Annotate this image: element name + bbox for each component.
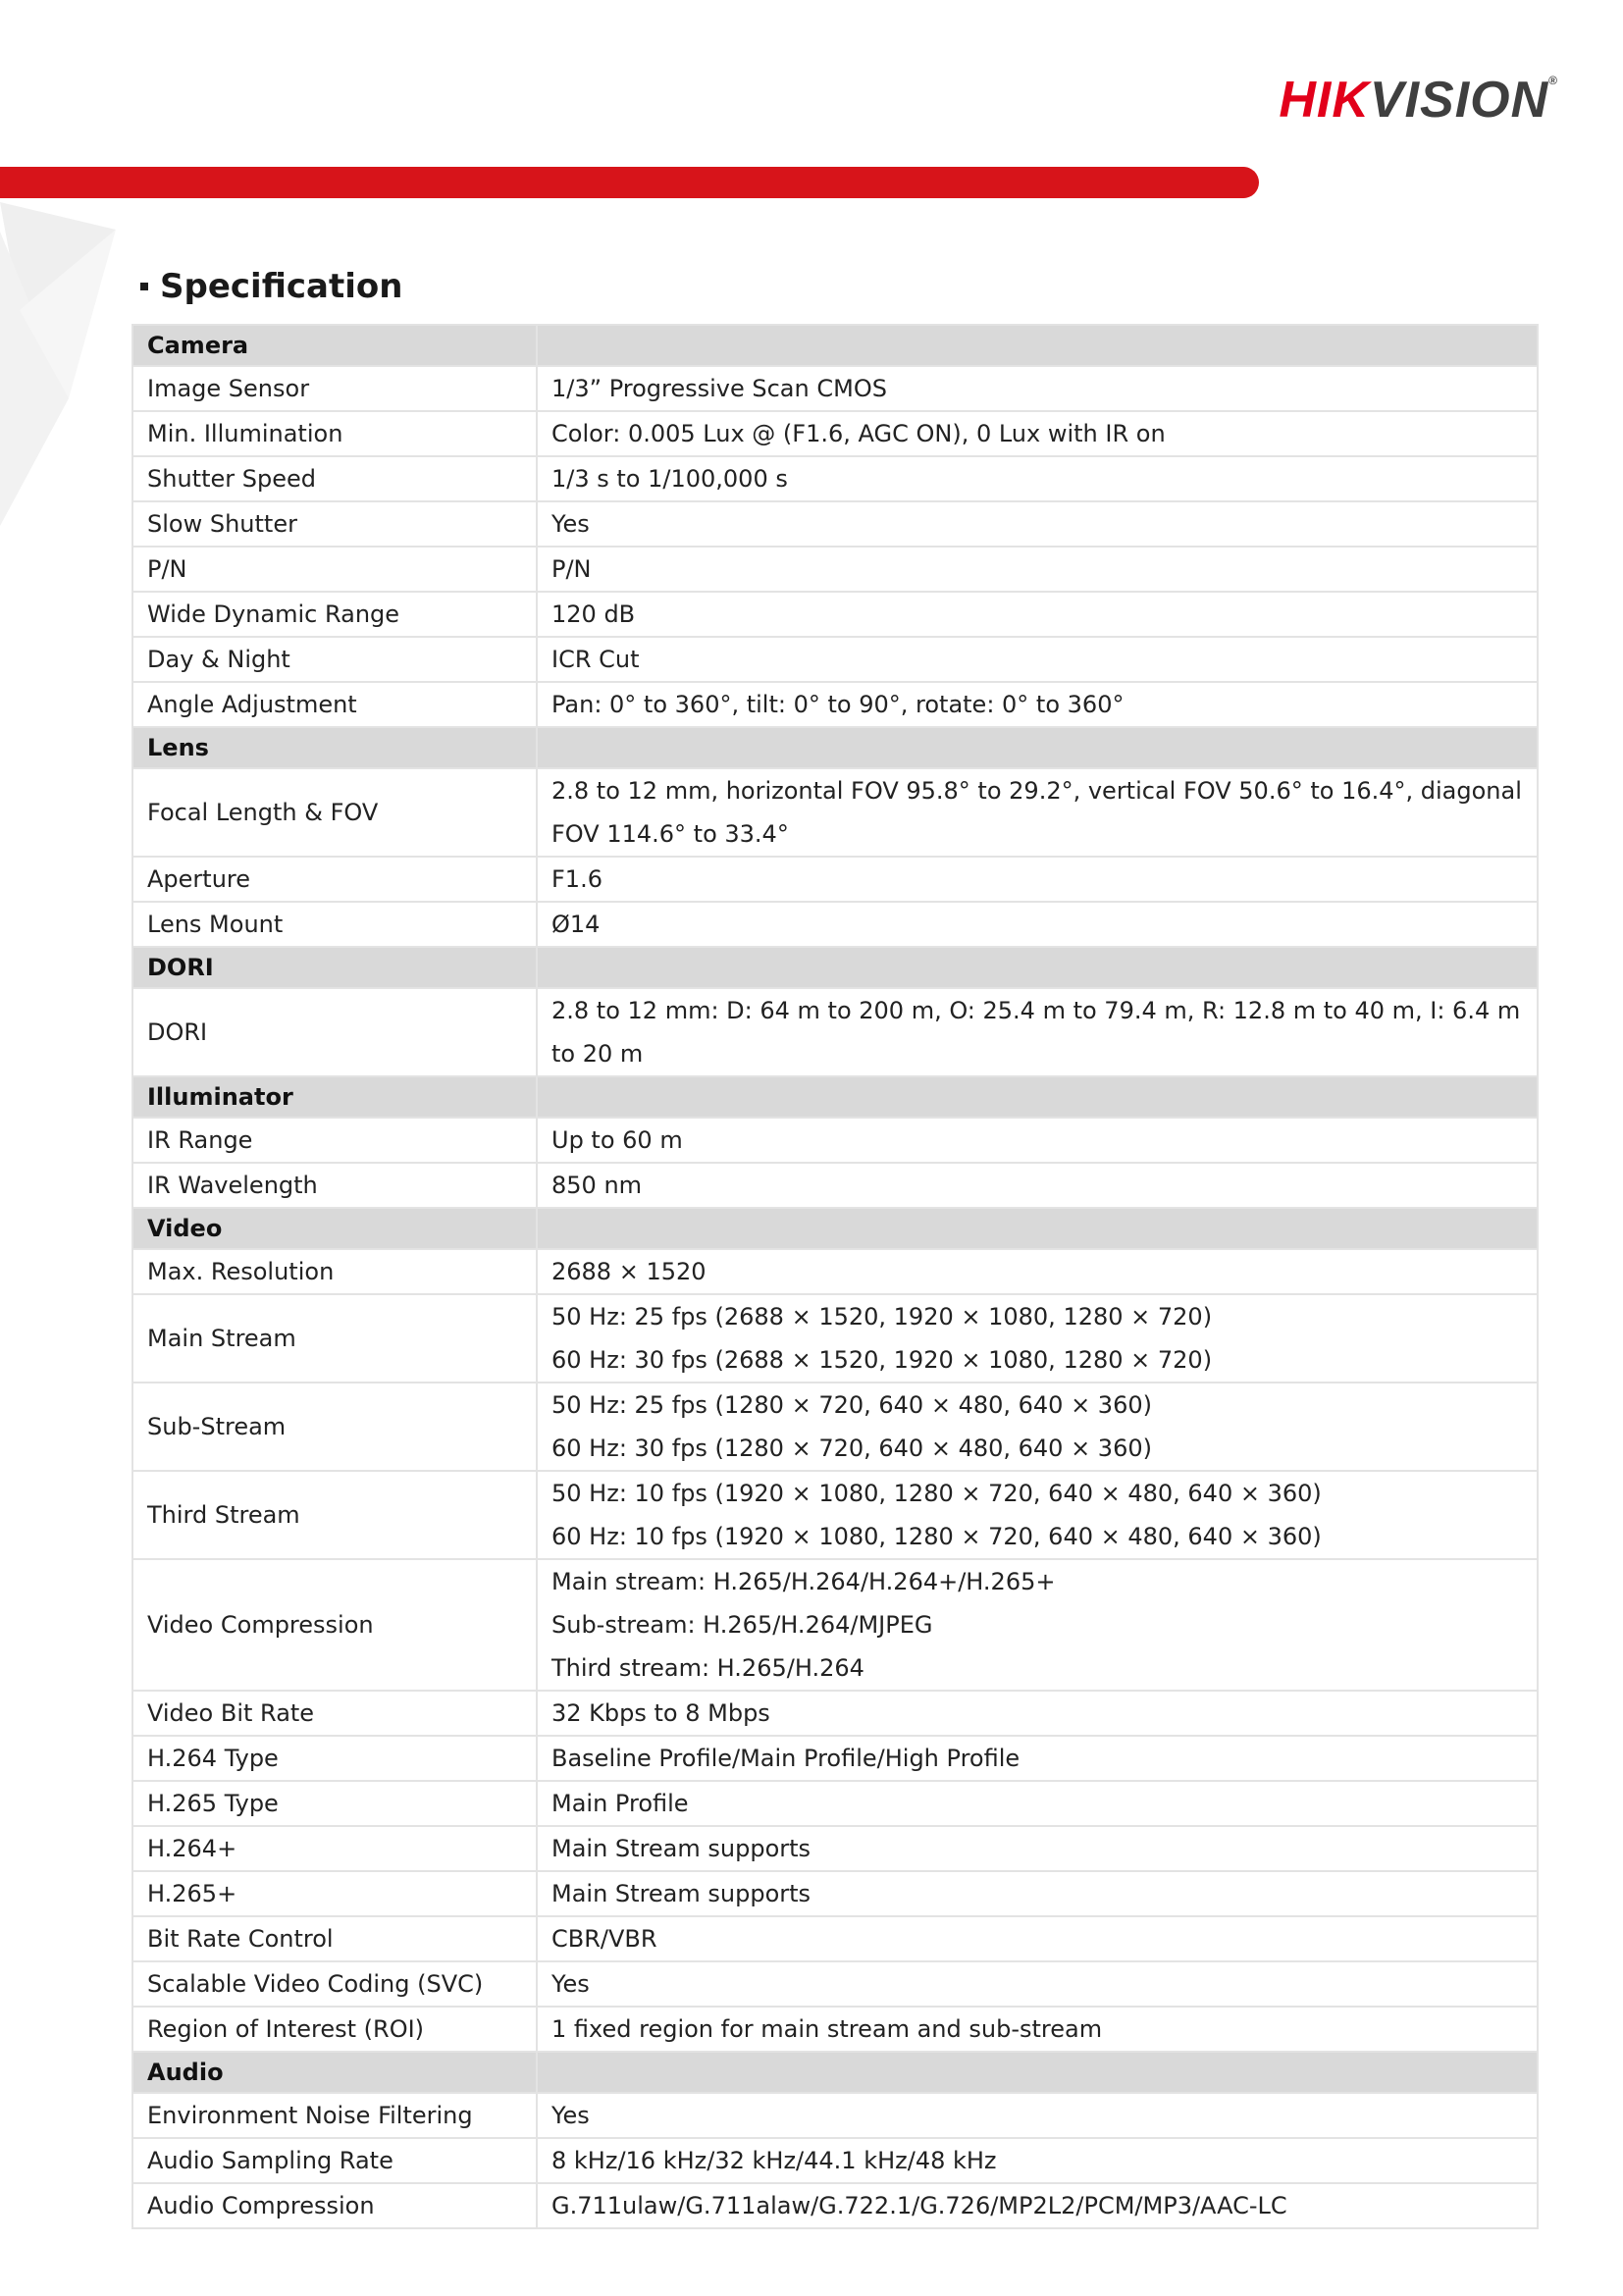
category-empty-cell — [537, 1208, 1538, 1249]
spec-value — [537, 1826, 1538, 1871]
spec-label: Image Sensor — [132, 366, 537, 411]
spec-value — [537, 366, 1538, 411]
spec-row — [132, 1118, 1538, 1163]
spec-label: Bit Rate Control — [132, 1916, 537, 1961]
spec-value-line: 60 Hz: 10 fps (1920 × 1080, 1280 × 720, 640 × 480, 640 × 360) — [551, 1523, 1322, 1550]
spec-row — [132, 366, 1538, 411]
spec-value — [537, 1383, 1538, 1471]
spec-value — [537, 1294, 1538, 1383]
category-row — [132, 1076, 1538, 1118]
spec-value — [537, 501, 1538, 547]
spec-label: Scalable Video Coding (SVC) — [132, 1961, 537, 2007]
spec-row — [132, 1781, 1538, 1826]
spec-row — [132, 1736, 1538, 1781]
spec-label: Region of Interest (ROI) — [132, 2007, 537, 2052]
spec-row — [132, 1249, 1538, 1294]
category-empty-cell — [537, 727, 1538, 768]
spec-row — [132, 1871, 1538, 1916]
spec-value-line: 1/3” Progressive Scan CMOS — [551, 375, 887, 402]
spec-value — [537, 1163, 1538, 1208]
spec-value — [537, 1118, 1538, 1163]
spec-label: Slow Shutter — [132, 501, 537, 547]
logo-registered-mark: ® — [1548, 74, 1558, 87]
spec-value-line: Yes — [551, 510, 590, 538]
category-empty-cell — [537, 947, 1538, 988]
spec-value-line: 60 Hz: 30 fps (2688 × 1520, 1920 × 1080, 1280 × 720) — [551, 1346, 1213, 1374]
spec-value — [537, 637, 1538, 682]
spec-label: IR Range — [132, 1118, 537, 1163]
category-name: Audio — [132, 2052, 537, 2093]
spec-label: IR Wavelength — [132, 1163, 537, 1208]
spec-row — [132, 501, 1538, 547]
category-row — [132, 1208, 1538, 1249]
spec-value — [537, 547, 1538, 592]
spec-row — [132, 547, 1538, 592]
spec-label: Aperture — [132, 857, 537, 902]
spec-label: Sub-Stream — [132, 1383, 537, 1471]
spec-value — [537, 988, 1538, 1076]
category-empty-cell — [537, 325, 1538, 366]
category-name: Video — [132, 1208, 537, 1249]
spec-value-line: Main Stream supports — [551, 1880, 812, 1907]
spec-value-line: Main Profile — [551, 1790, 689, 1817]
spec-value — [537, 1781, 1538, 1826]
category-name: Illuminator — [132, 1076, 537, 1118]
spec-value-line: Color: 0.005 Lux @ (F1.6, AGC ON), 0 Lux with IR on — [551, 420, 1166, 447]
category-name: DORI — [132, 947, 537, 988]
logo-text-vision: VISION — [1369, 72, 1549, 129]
spec-value — [537, 1471, 1538, 1559]
spec-row — [132, 1383, 1538, 1471]
spec-label: Angle Adjustment — [132, 682, 537, 727]
spec-label: DORI — [132, 988, 537, 1076]
spec-label: H.264+ — [132, 1826, 537, 1871]
spec-value-line: Ø14 — [551, 911, 601, 938]
spec-value — [537, 1249, 1538, 1294]
category-row — [132, 325, 1538, 366]
spec-value-line: Pan: 0° to 360°, tilt: 0° to 90°, rotate: 0° to 360° — [551, 691, 1125, 718]
spec-row — [132, 456, 1538, 501]
spec-label: Wide Dynamic Range — [132, 592, 537, 637]
spec-value — [537, 1736, 1538, 1781]
spec-value — [537, 2093, 1538, 2138]
spec-row — [132, 1559, 1538, 1691]
spec-value-line: 50 Hz: 25 fps (1280 × 720, 640 × 480, 640 × 360) — [551, 1391, 1152, 1419]
spec-value-line: Third stream: H.265/H.264 — [551, 1654, 864, 1682]
spec-label: Main Stream — [132, 1294, 537, 1383]
specification-table — [131, 324, 1539, 2229]
spec-value — [537, 1691, 1538, 1736]
spec-value-line: Up to 60 m — [551, 1126, 683, 1154]
category-row — [132, 2052, 1538, 2093]
spec-row — [132, 988, 1538, 1076]
spec-label: P/N — [132, 547, 537, 592]
spec-row — [132, 2138, 1538, 2183]
spec-value — [537, 1961, 1538, 2007]
spec-value-line: 8 kHz/16 kHz/32 kHz/44.1 kHz/48 kHz — [551, 2147, 997, 2174]
spec-row — [132, 1471, 1538, 1559]
spec-value-line: G.711ulaw/G.711alaw/G.722.1/G.726/MP2L2/PCM/MP3/AAC-LC — [551, 2192, 1287, 2219]
spec-value — [537, 2138, 1538, 2183]
spec-value-line: 1/3 s to 1/100,000 s — [551, 465, 788, 493]
spec-value-line: Yes — [551, 1970, 590, 1998]
spec-row — [132, 637, 1538, 682]
spec-row — [132, 2007, 1538, 2052]
spec-value — [537, 682, 1538, 727]
spec-value-line: 2688 × 1520 — [551, 1258, 707, 1285]
spec-value-line: P/N — [551, 555, 592, 583]
spec-label: Lens Mount — [132, 902, 537, 947]
spec-label: Min. Illumination — [132, 411, 537, 456]
spec-row — [132, 592, 1538, 637]
spec-row — [132, 2183, 1538, 2228]
spec-row — [132, 1294, 1538, 1383]
category-row — [132, 727, 1538, 768]
hikvision-logo — [1279, 72, 1558, 129]
spec-value — [537, 857, 1538, 902]
spec-label: Audio Compression — [132, 2183, 537, 2228]
spec-row — [132, 1163, 1538, 1208]
spec-row — [132, 2093, 1538, 2138]
spec-label: Day & Night — [132, 637, 537, 682]
decorative-shard-graphic — [0, 202, 128, 526]
spec-label: H.264 Type — [132, 1736, 537, 1781]
title-bullet-icon — [140, 283, 148, 290]
spec-value-line: ICR Cut — [551, 646, 640, 673]
spec-value-line: F1.6 — [551, 865, 602, 893]
spec-label: Video Compression — [132, 1559, 537, 1691]
spec-value — [537, 1916, 1538, 1961]
category-name: Camera — [132, 325, 537, 366]
section-title — [140, 267, 402, 306]
spec-value — [537, 1871, 1538, 1916]
spec-row — [132, 857, 1538, 902]
spec-value-line: Main Stream supports — [551, 1835, 812, 1862]
spec-row — [132, 1826, 1538, 1871]
spec-label: Environment Noise Filtering — [132, 2093, 537, 2138]
spec-label: Max. Resolution — [132, 1249, 537, 1294]
spec-label: Third Stream — [132, 1471, 537, 1559]
category-empty-cell — [537, 1076, 1538, 1118]
logo-text-hik: HIK — [1279, 72, 1370, 129]
spec-label: Shutter Speed — [132, 456, 537, 501]
section-title-text: Specification — [160, 267, 403, 306]
spec-value — [537, 2183, 1538, 2228]
spec-value-line: Main stream: H.265/H.264/H.264+/H.265+ — [551, 1568, 1056, 1595]
spec-value-line: Yes — [551, 2102, 590, 2129]
spec-label: Video Bit Rate — [132, 1691, 537, 1736]
spec-label: Audio Sampling Rate — [132, 2138, 537, 2183]
spec-label: H.265 Type — [132, 1781, 537, 1826]
spec-value — [537, 411, 1538, 456]
category-empty-cell — [537, 2052, 1538, 2093]
spec-value-line: 1 fixed region for main stream and sub-stream — [551, 2015, 1103, 2043]
spec-value-line: Sub-stream: H.265/H.264/MJPEG — [551, 1611, 933, 1639]
spec-row — [132, 1961, 1538, 2007]
spec-label: Focal Length & FOV — [132, 768, 537, 857]
spec-value-line: 2.8 to 12 mm: D: 64 m to 200 m, O: 25.4 m to 79.4 m, R: 12.8 m to 40 m, I: 6.4 m to 20 m — [551, 997, 1521, 1068]
spec-value-line: 60 Hz: 30 fps (1280 × 720, 640 × 480, 640 × 360) — [551, 1435, 1152, 1462]
spec-value — [537, 768, 1538, 857]
spec-value-line: 850 nm — [551, 1172, 643, 1199]
spec-row — [132, 902, 1538, 947]
spec-value-line: 50 Hz: 25 fps (2688 × 1520, 1920 × 1080, 1280 × 720) — [551, 1303, 1213, 1331]
spec-value — [537, 456, 1538, 501]
spec-row — [132, 411, 1538, 456]
spec-row — [132, 682, 1538, 727]
spec-value-line: Baseline Profile/Main Profile/High Profile — [551, 1745, 1021, 1772]
spec-value-line: 120 dB — [551, 600, 636, 628]
spec-value-line: CBR/VBR — [551, 1925, 657, 1953]
spec-row — [132, 1691, 1538, 1736]
spec-value — [537, 592, 1538, 637]
header-red-bar — [0, 167, 1259, 198]
spec-label: H.265+ — [132, 1871, 537, 1916]
spec-value-line: 32 Kbps to 8 Mbps — [551, 1699, 770, 1727]
spec-value — [537, 902, 1538, 947]
spec-value — [537, 1559, 1538, 1691]
category-row — [132, 947, 1538, 988]
spec-row — [132, 768, 1538, 857]
spec-row — [132, 1916, 1538, 1961]
spec-value-line: 2.8 to 12 mm, horizontal FOV 95.8° to 29.2°, vertical FOV 50.6° to 16.4°, diagonal FOV 114.6° to 33.4° — [551, 777, 1522, 848]
spec-value-line: 50 Hz: 10 fps (1920 × 1080, 1280 × 720, 640 × 480, 640 × 360) — [551, 1480, 1322, 1507]
spec-value — [537, 2007, 1538, 2052]
category-name: Lens — [132, 727, 537, 768]
